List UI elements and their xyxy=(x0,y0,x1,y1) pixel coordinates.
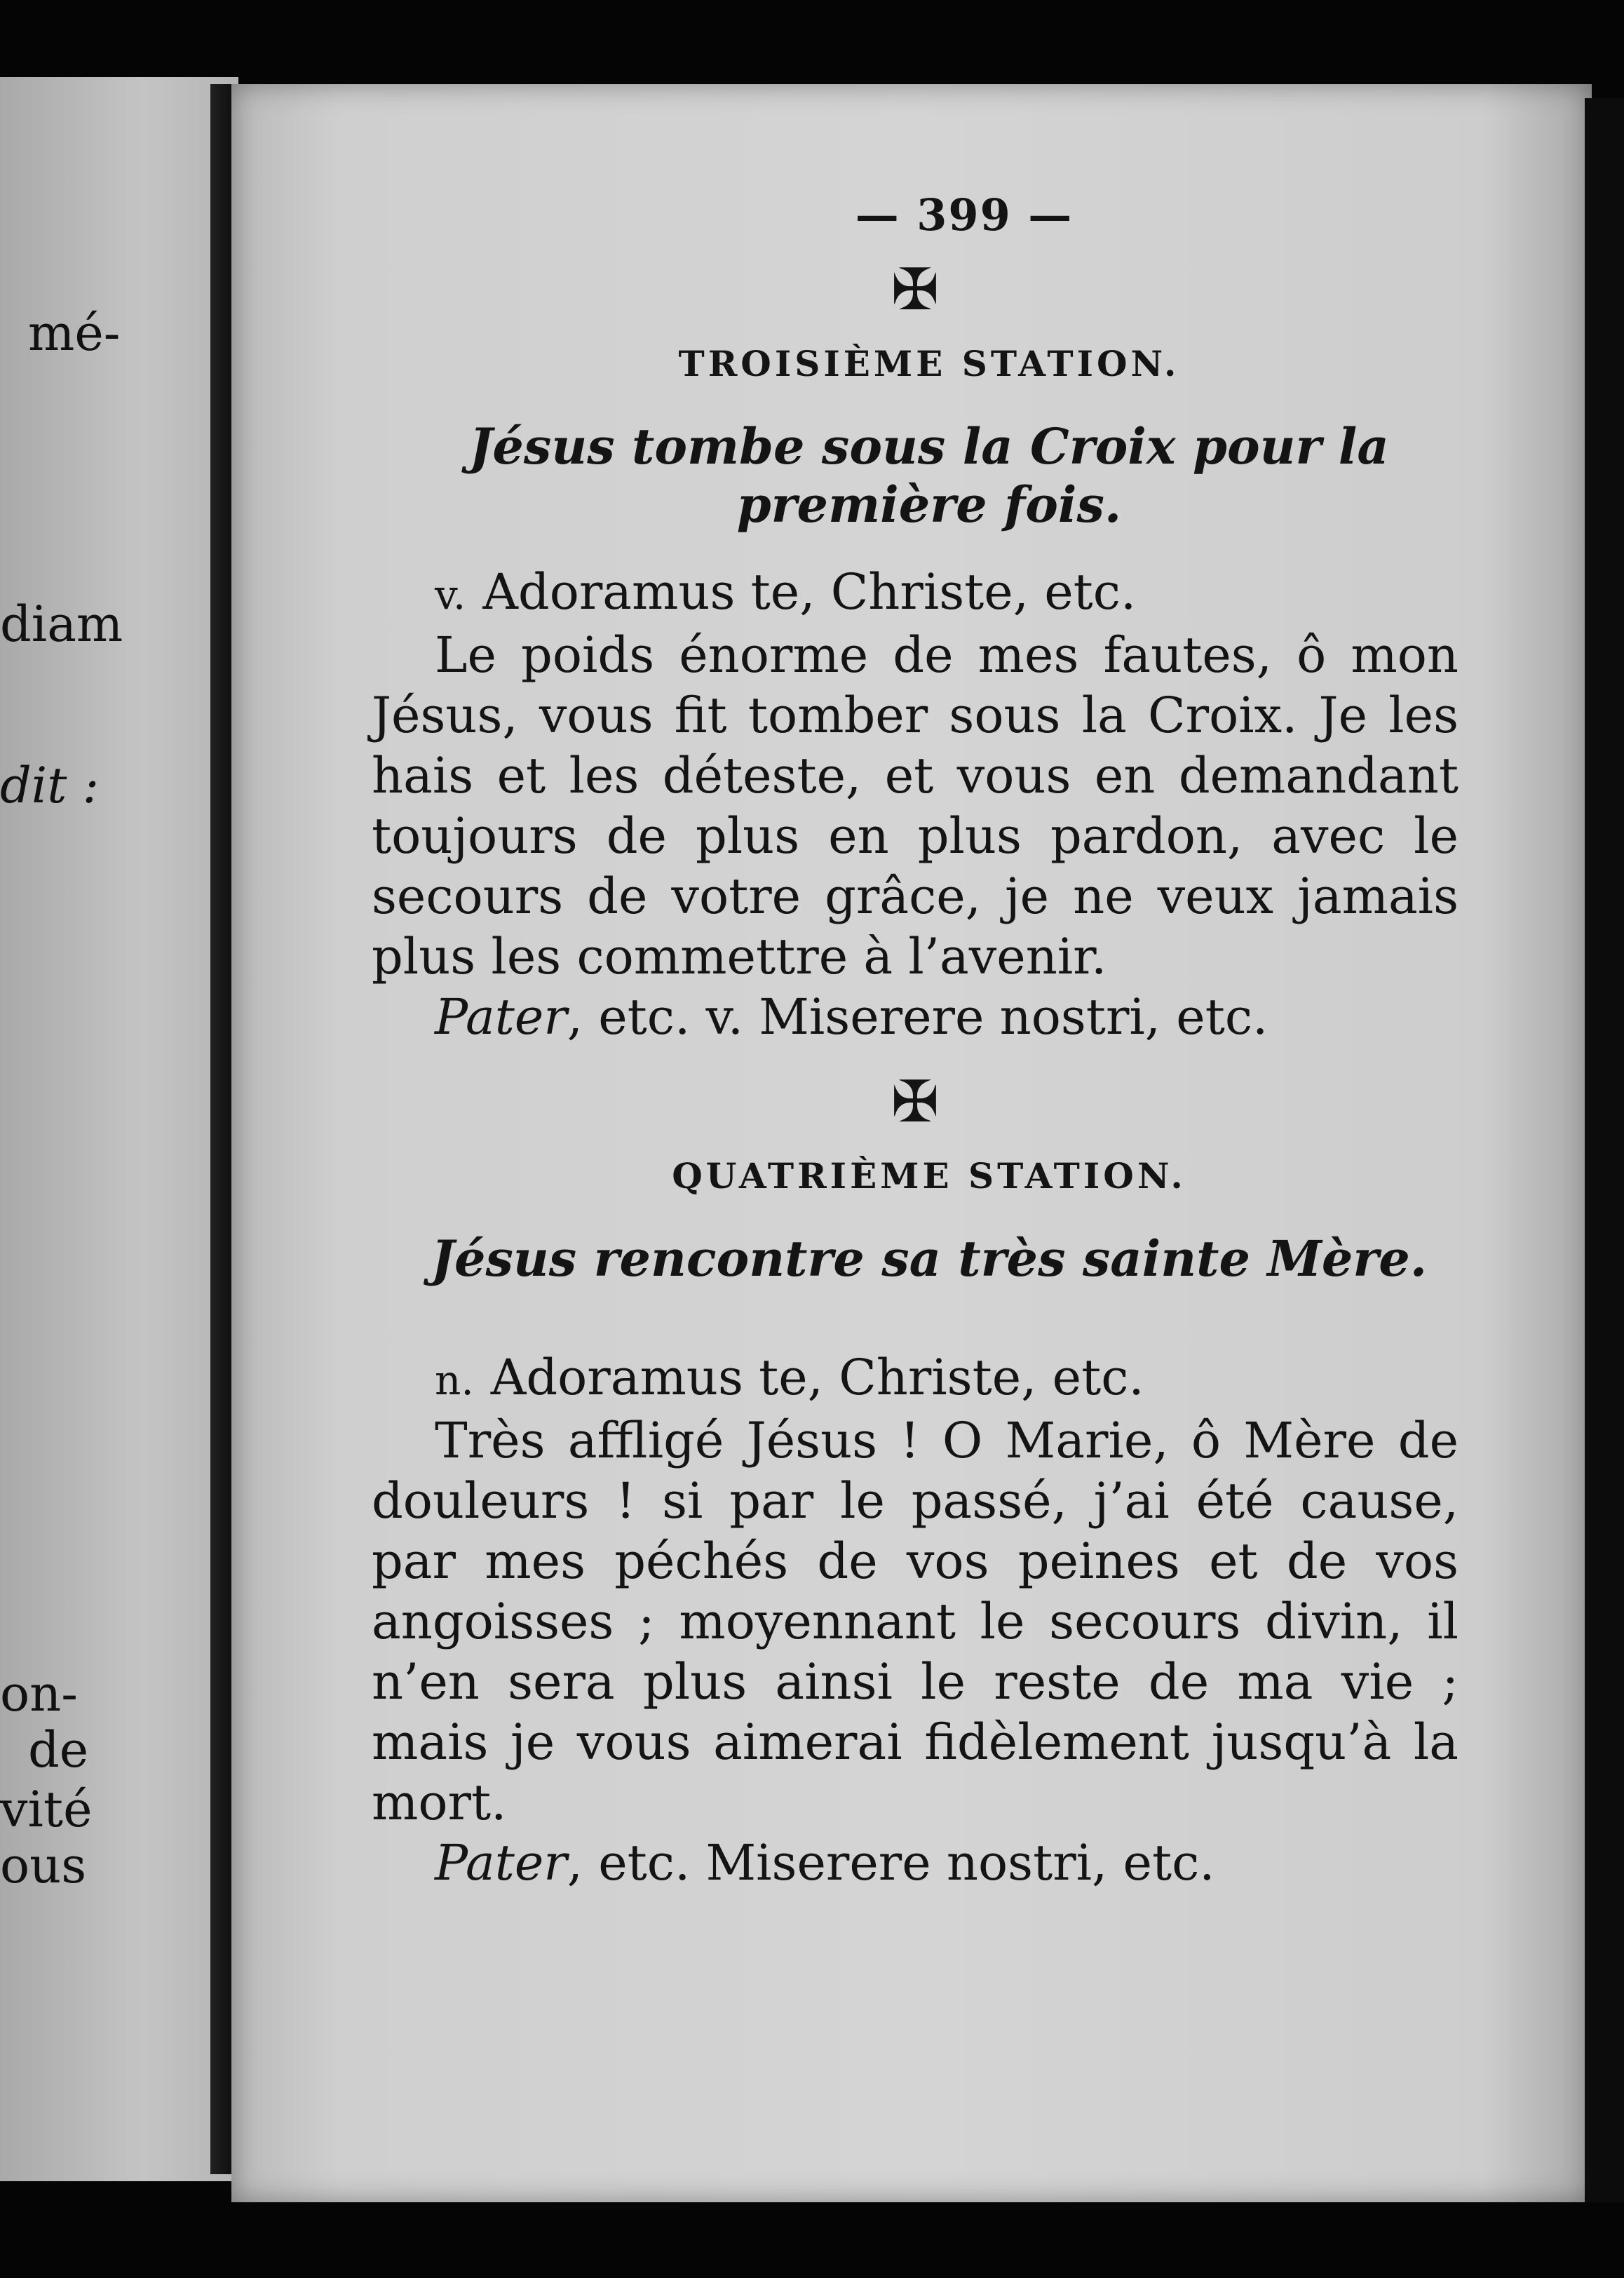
pater-line xyxy=(372,1833,1459,1893)
page-edge xyxy=(1585,98,1624,2202)
station-subtitle: Jésus rencontre sa très sainte Mère. xyxy=(431,1229,1428,1288)
station-title: QUATRIÈME STATION. xyxy=(672,1155,1186,1197)
left-fragment: ous xyxy=(0,1837,87,1894)
cross-icon: ✠ xyxy=(891,1069,940,1136)
versicle-mark: n. xyxy=(435,1356,474,1404)
left-fragment: de xyxy=(28,1721,89,1779)
versicle-mark: v. xyxy=(435,571,466,619)
prayer-text: Le poids énorme de mes fautes, ô mon Jésus, vous fit tomber sous la Croix. Je les hais et les déteste, et vous en demandant toujours de plus en plus pardon, avec le secours de votre grâce, je ne veux jamais plus les commettre à l’avenir. xyxy=(372,626,1459,986)
pater-line xyxy=(372,987,1459,1047)
pater-word: Pater xyxy=(435,1833,567,1892)
left-fragment: dit : xyxy=(0,757,100,814)
left-fragment: diam xyxy=(0,595,123,653)
prayer-paragraph xyxy=(372,625,1459,987)
left-page xyxy=(0,77,238,2181)
station-subtitle: Jésus tombe sous la Croix pour la première fois. xyxy=(469,417,1389,534)
versicle-text: Adoramus te, Christe, etc. xyxy=(482,563,1137,621)
pater-word: Pater xyxy=(435,988,567,1046)
pater-rest: , etc. Miserere nostri, etc. xyxy=(567,1833,1215,1892)
versicle-text: Adoramus te, Christe, etc. xyxy=(490,1348,1144,1406)
left-fragment: vité xyxy=(0,1781,93,1838)
prayer-paragraph xyxy=(372,1410,1459,1833)
versicle xyxy=(372,562,1459,625)
versicle xyxy=(372,1347,1459,1410)
prayer-text: Très affligé Jésus ! O Marie, ô Mère de douleurs ! si par le passé, j’ai été cause, par mes péchés de vos peines et de vos angoisses ; moyennant le secours divin, il n’en sera plus ainsi le reste de ma vie ; mais je vous aimerai fidèlement jusqu’à la mort. xyxy=(372,1411,1459,1831)
left-fragment: on- xyxy=(0,1665,78,1723)
cross-icon: ✠ xyxy=(891,257,940,323)
pater-rest: , etc. v. Miserere nostri, etc. xyxy=(567,988,1268,1046)
left-fragment: mé- xyxy=(28,304,121,362)
page-number: — 399 — xyxy=(855,189,1074,241)
page-content xyxy=(372,189,1459,1893)
station-title: TROISIÈME STATION. xyxy=(678,343,1180,384)
